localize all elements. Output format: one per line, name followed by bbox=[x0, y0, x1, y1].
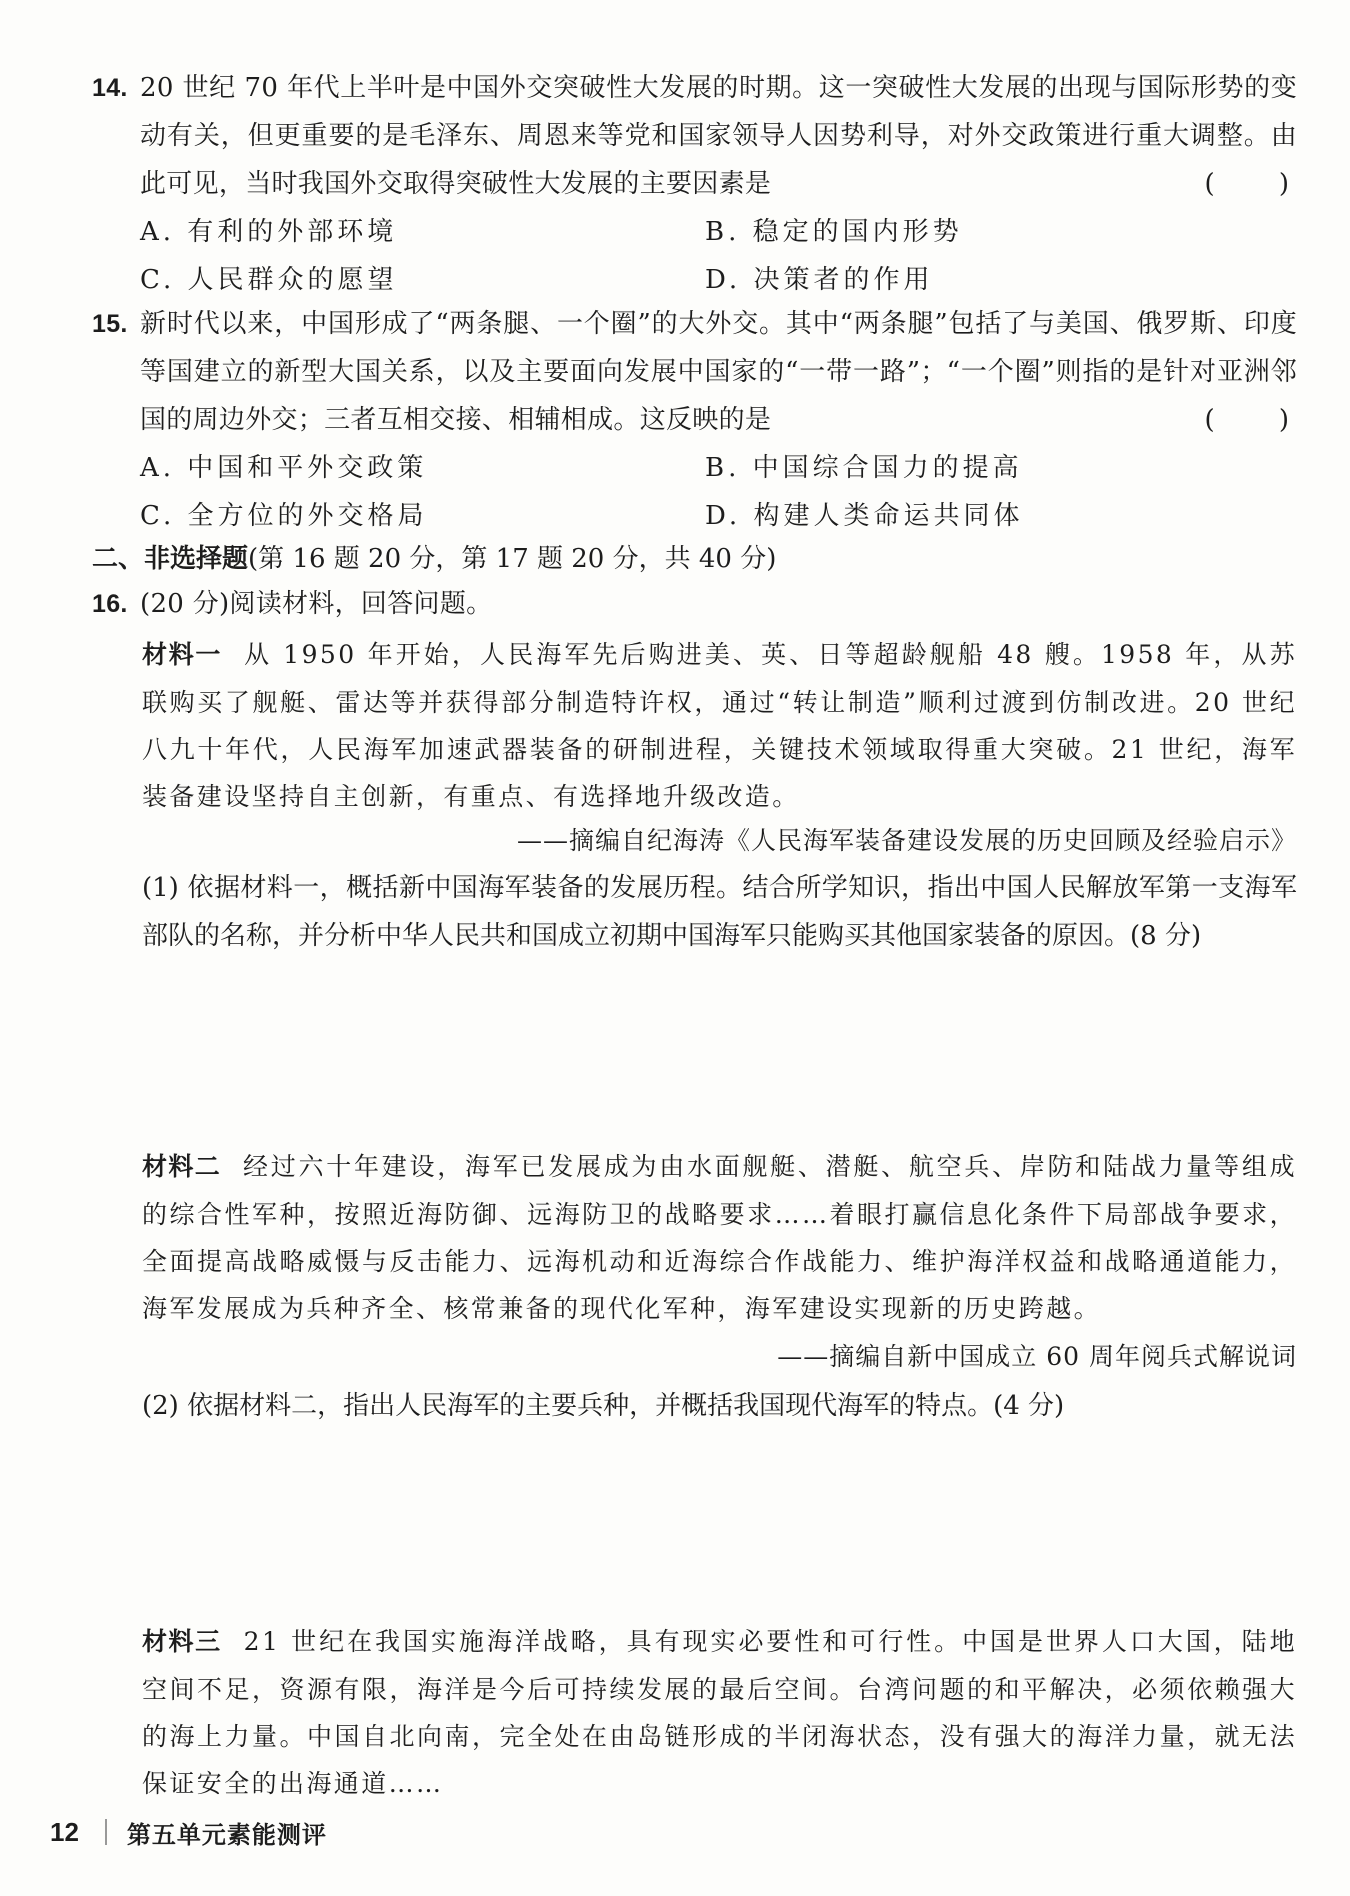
material-3 bbox=[142, 1618, 1297, 1807]
material-text: 从 1950 年开始，人民海军先后购进美、英、日等超龄舰船 48 艘。1958 年，从苏联购买了舰艇、雷达等并获得部分制造特许权，通过“转让制造”顺利过渡到仿制改进。20 世纪八九十年代，人民海军加速武器装备的研制进程，关键技术领域取得重大突破。21 世纪，海军装备建设坚持自主创新，有重点、有选择地升级改造。 bbox=[142, 640, 1297, 811]
question-number: 16. bbox=[92, 590, 128, 618]
options bbox=[140, 444, 1297, 540]
material-text: 21 世纪在我国实施海洋战略，具有现实必要性和可行性。中国是世界人口大国，陆地空间不足，资源有限，海洋是今后可持续发展的最后空间。台湾问题的和平解决，必须依赖强大的海上力量。中国自北向南，完全处在由岛链形成的半闭海状态，没有强大的海洋力量，就无法保证安全的出海通道…… bbox=[142, 1627, 1297, 1798]
question-16 bbox=[92, 580, 1297, 628]
question-15 bbox=[92, 300, 1317, 540]
section-title: 二、非选择题 bbox=[92, 543, 249, 573]
answer-bracket: ( ) bbox=[1204, 405, 1317, 435]
question-stem: (20 分)阅读材料，回答问题。 bbox=[140, 589, 493, 619]
question-number: 14. bbox=[92, 74, 128, 102]
question-number: 15. bbox=[92, 310, 128, 338]
material-label: 材料二 bbox=[142, 1153, 222, 1181]
answer-bracket: ( ) bbox=[1204, 169, 1317, 199]
material-label: 材料三 bbox=[142, 1628, 222, 1656]
material-text: 经过六十年建设，海军已发展成为由水面舰艇、潜艇、航空兵、岸防和陆战力量等组成的综合性军种，按照近海防御、远海防卫的战略要求……着眼打赢信息化条件下局部战争要求，全面提高战略威慑与反击能力、远海机动和近海综合作战能力、维护海洋权益和战略通道能力，海军发展成为兵种齐全、核常兼备的现代化军种，海军建设实现新的历史跨越。 bbox=[142, 1152, 1297, 1323]
page-footer bbox=[50, 1812, 327, 1852]
sub-question-1: (1) 依据材料一，概括新中国海军装备的发展历程。结合所学知识，指出中国人民解放军第一支海军部队的名称，并分析中华人民共和国成立初期中国海军只能购买其他国家装备的原因。(8 分) bbox=[142, 873, 1297, 951]
page-number: 12 bbox=[50, 1816, 79, 1847]
option-d: D. 构建人类命运共同体 bbox=[705, 501, 1024, 531]
footer-title: 第五单元素能测评 bbox=[126, 1821, 327, 1849]
question-stem: 20 世纪 70 年代上半叶是中国外交突破性大发展的时期。这一突破性大发展的出现与国际形势的变动有关，但更重要的是毛泽东、周恩来等党和国家领导人因势利导，对外交政策进行重大调整。由此可见，当时我国外交取得突破性大发展的主要因素是 ( ) bbox=[140, 64, 1297, 208]
option-b: B. 中国综合国力的提高 bbox=[705, 453, 1023, 483]
material-2 bbox=[142, 1143, 1297, 1332]
question-stem: 新时代以来，中国形成了“两条腿、一个圈”的大外交。其中“两条腿”包括了与美国、俄罗斯、印度等国建立的新型大国关系，以及主要面向发展中国家的“一带一路”；“一个圈”则指的是针对亚洲邻国的周边外交；三者互相交接、相辅相成。这反映的是 ( ) bbox=[140, 300, 1297, 444]
material-label: 材料一 bbox=[142, 641, 223, 669]
material-1-source: ——摘编自纪海涛《人民海军装备建设发展的历史回顾及经验启示》 bbox=[516, 826, 1297, 855]
option-a: A. 中国和平外交政策 bbox=[140, 453, 428, 483]
material-2-source: ——摘编自新中国成立 60 周年阅兵式解说词 bbox=[777, 1342, 1297, 1371]
option-c: C. 人民群众的愿望 bbox=[140, 265, 398, 295]
sub-question-2: (2) 依据材料二，指出人民海军的主要兵种，并概括我国现代海军的特点。(4 分) bbox=[142, 1391, 1065, 1421]
option-a: A. 有利的外部环境 bbox=[140, 217, 398, 247]
option-c: C. 全方位的外交格局 bbox=[140, 501, 428, 531]
footer-divider bbox=[105, 1819, 107, 1845]
option-b: B. 稳定的国内形势 bbox=[705, 217, 963, 247]
section-heading bbox=[92, 536, 1297, 581]
option-d: D. 决策者的作用 bbox=[705, 265, 934, 295]
question-14 bbox=[92, 64, 1317, 304]
section-note: (第 16 题 20 分，第 17 题 20 分，共 40 分) bbox=[248, 544, 777, 574]
material-1 bbox=[142, 631, 1297, 820]
options bbox=[140, 208, 1297, 304]
